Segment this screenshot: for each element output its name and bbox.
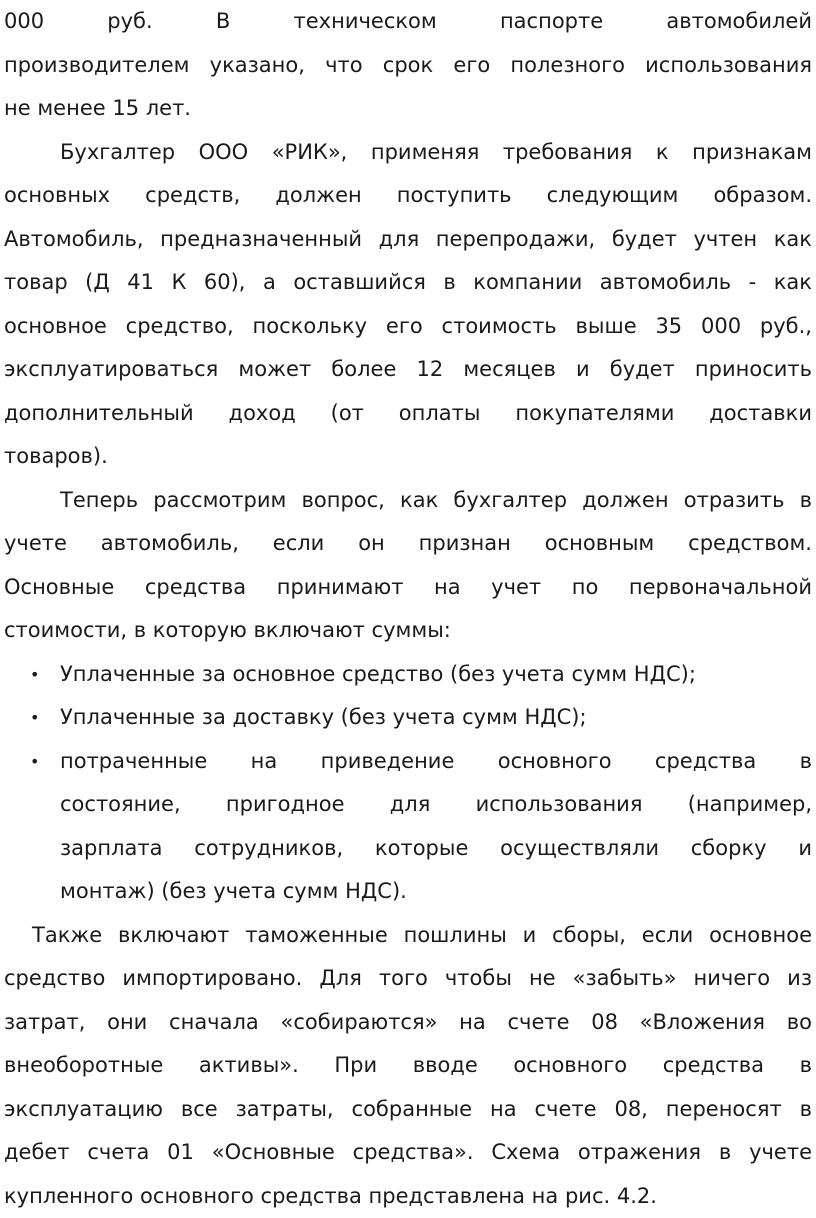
text-line: учете автомобиль, если он признан основным средством. bbox=[4, 522, 812, 566]
list-item bbox=[4, 740, 812, 914]
list-item-line: зарплата сотрудников, которые осуществляли сборку и bbox=[4, 827, 812, 871]
text-line: товар (Д 41 К 60), а оставшийся в компании автомобиль - как bbox=[4, 261, 812, 305]
text-line: эксплуатацию все затраты, собранные на счете 08, переносят в bbox=[4, 1088, 812, 1132]
text-line: внеоборотные активы». При вводе основного средства в bbox=[4, 1044, 812, 1088]
paragraph-1 bbox=[4, 0, 812, 131]
paragraph-4 bbox=[4, 914, 812, 1218]
text-line: Теперь рассмотрим вопрос, как бухгалтер должен отразить в bbox=[4, 479, 812, 523]
list-item-line: состояние, пригодное для использования (например, bbox=[4, 783, 812, 827]
text-line: товаров). bbox=[4, 435, 812, 479]
text-line: основных средств, должен поступить следующим образом. bbox=[4, 174, 812, 218]
document-page bbox=[4, 0, 812, 1218]
text-line: Бухгалтер ООО «РИК», применяя требования к признакам bbox=[4, 131, 812, 175]
text-line: Основные средства принимают на учет по первоначальной bbox=[4, 566, 812, 610]
list-item-text: потраченные на приведение основного средства в bbox=[60, 749, 812, 773]
bullet-list bbox=[4, 653, 812, 914]
text-line: купленного основного средства представлена на рис. 4.2. bbox=[4, 1175, 812, 1218]
list-item bbox=[4, 653, 812, 697]
text-line: не менее 15 лет. bbox=[4, 87, 812, 131]
list-item-text: Уплаченные за доставку (без учета сумм НДС); bbox=[60, 705, 587, 729]
text-line: 000 руб. В техническом паспорте автомобилей bbox=[4, 0, 812, 44]
list-item-line bbox=[4, 740, 812, 784]
text-line: затрат, они сначала «собираются» на счете 08 «Вложения во bbox=[4, 1001, 812, 1045]
list-item-line: монтаж) (без учета сумм НДС). bbox=[4, 870, 812, 914]
text-line: Также включают таможенные пошлины и сборы, если основное bbox=[4, 914, 812, 958]
text-line: производителем указано, что срок его полезного использования bbox=[4, 44, 812, 88]
text-line: Автомобиль, предназначенный для перепродажи, будет учтен как bbox=[4, 218, 812, 262]
text-line: средство импортировано. Для того чтобы не «забыть» ничего из bbox=[4, 957, 812, 1001]
bullet-icon: • bbox=[30, 740, 39, 784]
text-line: стоимости, в которую включают суммы: bbox=[4, 609, 812, 653]
paragraph-3 bbox=[4, 479, 812, 653]
bullet-icon: • bbox=[30, 696, 39, 740]
text-line: основное средство, поскольку его стоимость выше 35 000 руб., bbox=[4, 305, 812, 349]
list-item bbox=[4, 696, 812, 740]
bullet-icon: • bbox=[30, 653, 39, 697]
text-line: эксплуатироваться может более 12 месяцев и будет приносить bbox=[4, 348, 812, 392]
list-item-text: Уплаченные за основное средство (без учета сумм НДС); bbox=[60, 662, 696, 686]
text-line: дополнительный доход (от оплаты покупателями доставки bbox=[4, 392, 812, 436]
paragraph-2 bbox=[4, 131, 812, 479]
text-line: дебет счета 01 «Основные средства». Схема отражения в учете bbox=[4, 1131, 812, 1175]
